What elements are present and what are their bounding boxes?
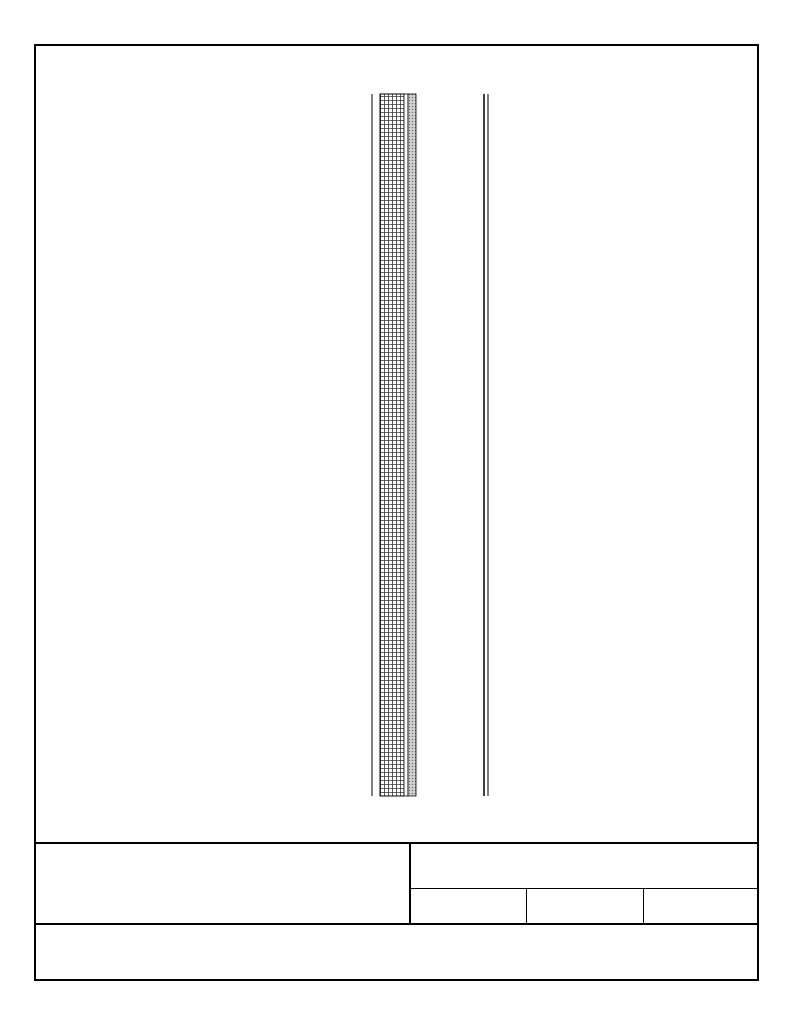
divider: [526, 888, 527, 924]
divider: [34, 923, 759, 925]
divider: [34, 842, 759, 844]
sheathing-layer: [408, 94, 416, 796]
divider: [409, 842, 411, 924]
divider: [409, 888, 759, 889]
air-water-barrier-layer: [404, 94, 408, 796]
continuous-insulation-layer: [380, 94, 404, 796]
title-block: [34, 842, 759, 981]
divider: [643, 888, 644, 924]
